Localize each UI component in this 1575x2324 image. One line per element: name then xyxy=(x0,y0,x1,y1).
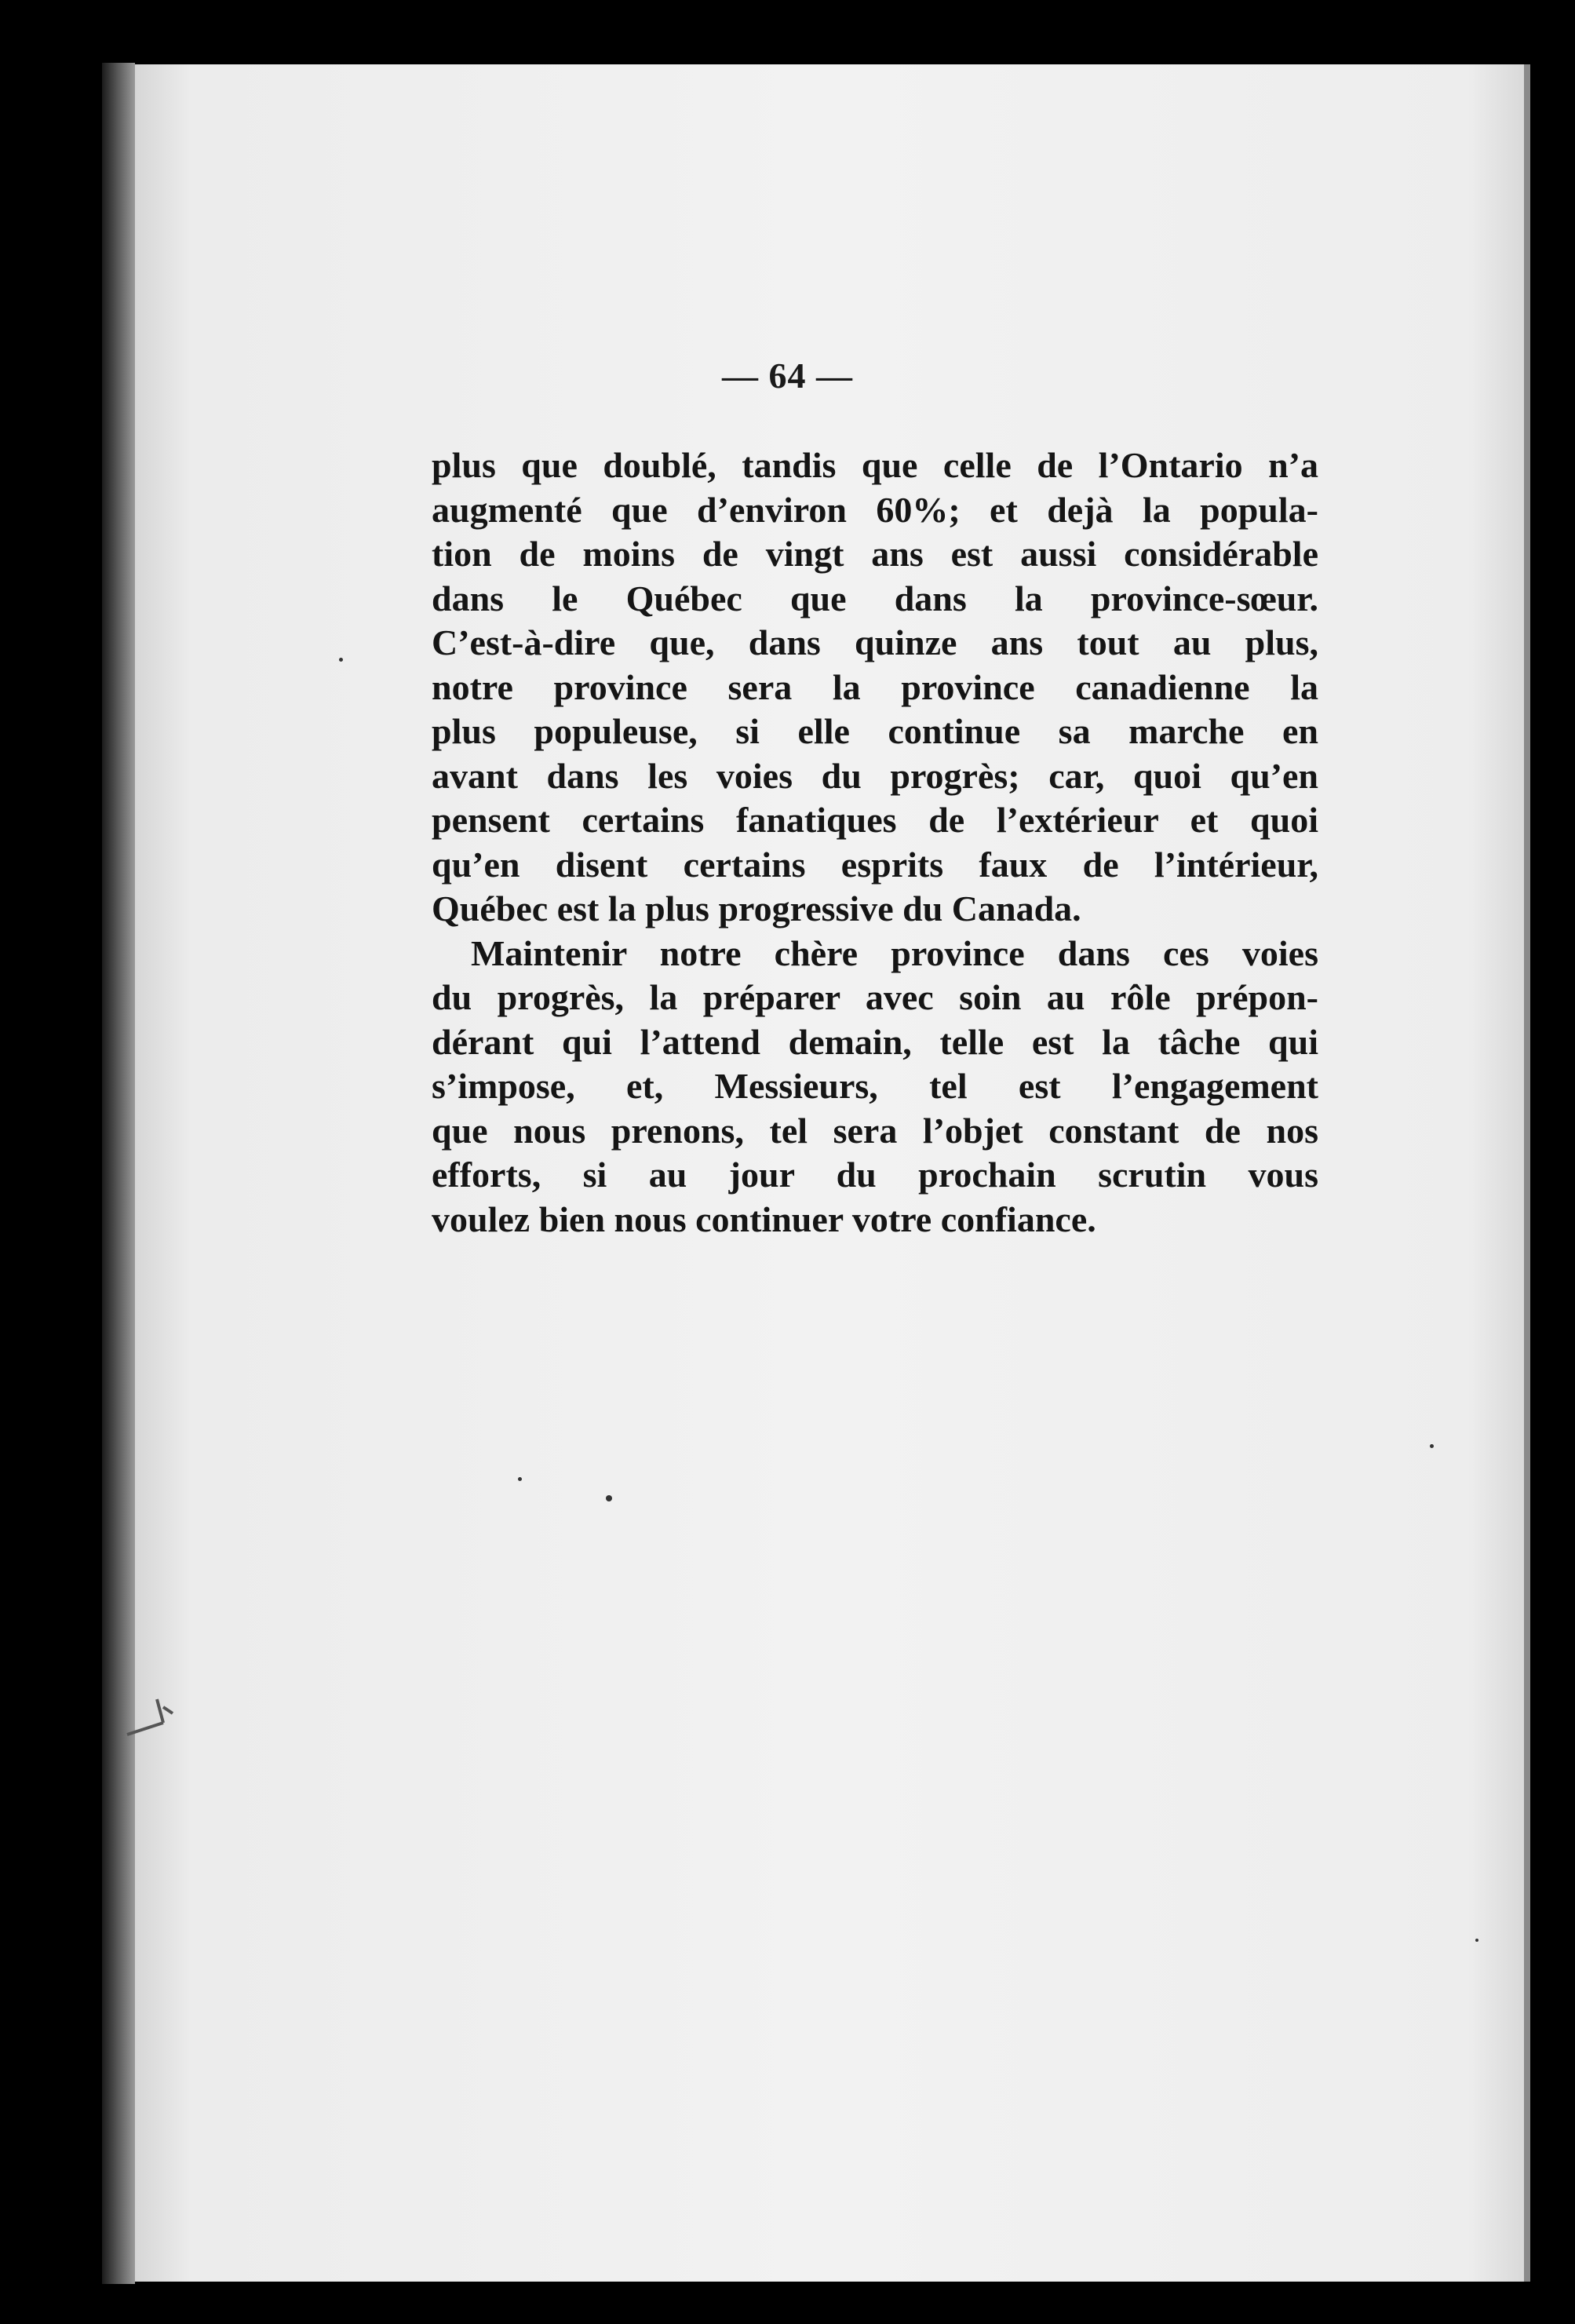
scan-speck xyxy=(518,1477,522,1481)
text-line: pensent certains fanatiques de l’extérieur et quoi xyxy=(432,800,1318,840)
text-line: efforts, si au jour du prochain scrutin vous xyxy=(432,1155,1318,1195)
text-line: plus populeuse, si elle continue sa marche en xyxy=(432,711,1318,751)
text-line: Maintenir notre chère province dans ces voies xyxy=(471,932,1318,973)
text-line: plus que doublé, tandis que celle de l’Ontario n’a xyxy=(432,445,1318,485)
text-line: C’est-à-dire que, dans quinze ans tout au plus, xyxy=(432,622,1318,662)
paragraph-2 xyxy=(432,932,1318,1242)
text-line: avant dans les voies du progrès; car, quoi qu’en xyxy=(432,755,1318,796)
text-line: qu’en disent certains esprits faux de l’intérieur, xyxy=(432,844,1318,885)
scan-speck xyxy=(1430,1444,1434,1448)
text-line: dérant qui l’attend demain, telle est la tâche qui xyxy=(432,1021,1318,1062)
text-line: tion de moins de vingt ans est aussi considérable xyxy=(432,534,1318,574)
scan-speck xyxy=(339,658,343,662)
scan-speck xyxy=(606,1495,612,1501)
text-line: notre province sera la province canadienne la xyxy=(432,666,1318,707)
text-line: que nous prenons, tel sera l’objet constant de nos xyxy=(432,1110,1318,1151)
text-line: s’impose, et, Messieurs, tel est l’engagement xyxy=(432,1066,1318,1106)
text-line: augmenté que d’environ 60%; et dejà la popula- xyxy=(432,489,1318,530)
body-text xyxy=(432,443,1318,1242)
text-line: Québec est la plus progressive du Canada. xyxy=(432,888,1081,929)
scan-scratch-mark xyxy=(126,1691,180,1738)
text-line: du progrès, la préparer avec soin au rôle prépon- xyxy=(432,977,1318,1017)
page-number: — 64 — xyxy=(722,356,853,396)
text-line: dans le Québec que dans la province-sœur. xyxy=(432,578,1318,618)
text-line: voulez bien nous continuer votre confiance. xyxy=(432,1198,1096,1239)
paragraph-1 xyxy=(432,443,1318,932)
scan-speck xyxy=(1475,1939,1478,1942)
page-right-edge xyxy=(1524,64,1530,2282)
